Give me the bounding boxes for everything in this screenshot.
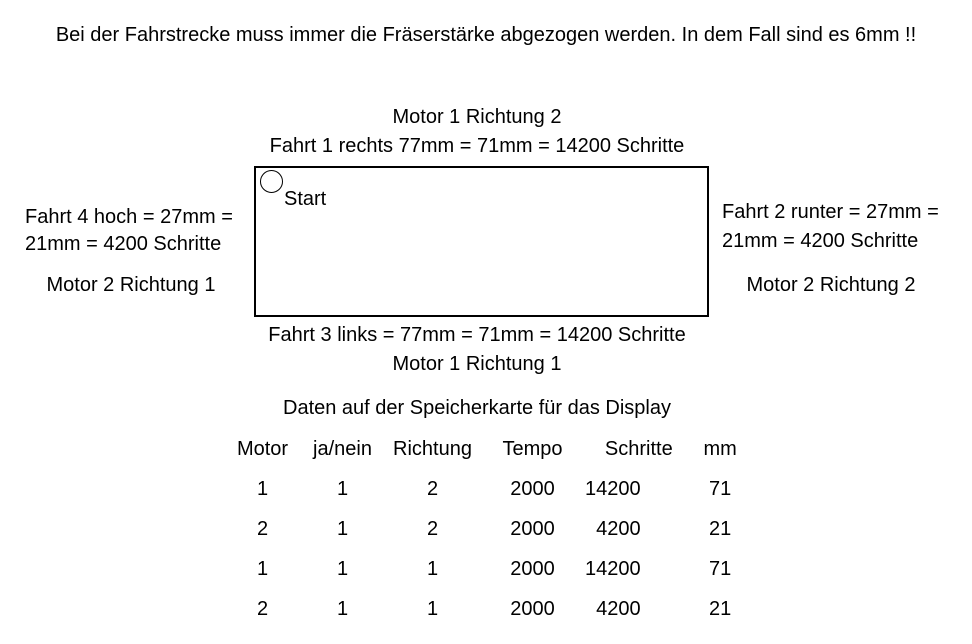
- label-fahrt4-line1: Fahrt 4 hoch = 27mm =: [25, 206, 233, 228]
- table-row: [225, 509, 748, 549]
- label-fahrt2-line2: 21mm = 4200 Schritte: [722, 230, 919, 252]
- label-motor1-richtung1: Motor 1 Richtung 1: [392, 353, 562, 375]
- cell-ja-nein: 1: [336, 517, 349, 540]
- cell-motor: 1: [256, 477, 269, 500]
- header-ja-nein: ja/nein: [313, 437, 372, 460]
- cell-schritte: 14200: [585, 477, 641, 500]
- cell-ja-nein: 1: [336, 477, 349, 500]
- cell-mm: 71: [709, 477, 732, 500]
- label-fahrt4-hoch: [25, 204, 237, 258]
- table-row: [225, 589, 748, 629]
- label-motor2-richtung2: Motor 2 Richtung 2: [746, 274, 916, 296]
- cell-richtung: 1: [426, 597, 439, 620]
- cell-richtung: 2: [426, 517, 439, 540]
- start-marker-icon: [260, 170, 283, 193]
- cell-tempo: 2000: [510, 477, 555, 500]
- label-fahrt1-rechts: Fahrt 1 rechts 77mm = 71mm = 14200 Schritte: [269, 135, 685, 157]
- cell-richtung: 1: [426, 557, 439, 580]
- cell-schritte: 4200: [596, 517, 641, 540]
- table-row: [225, 469, 748, 509]
- cell-richtung: 2: [426, 477, 439, 500]
- table-row: [225, 549, 748, 589]
- header-mm: mm: [703, 437, 737, 460]
- cell-tempo: 2000: [510, 597, 555, 620]
- cell-schritte: 14200: [585, 557, 641, 580]
- label-fahrt2-runter: [722, 198, 962, 256]
- header-richtung: Richtung: [393, 437, 472, 460]
- table-title: Daten auf der Speicherkarte für das Display: [283, 397, 671, 419]
- cell-mm: 71: [709, 557, 732, 580]
- label-fahrt3-links: Fahrt 3 links = 77mm = 71mm = 14200 Schritte: [268, 324, 686, 346]
- cell-schritte: 4200: [596, 597, 641, 620]
- cell-tempo: 2000: [510, 517, 555, 540]
- label-motor2-richtung1: Motor 2 Richtung 1: [46, 274, 216, 296]
- cell-motor: 2: [256, 517, 269, 540]
- display-data-table: [225, 429, 748, 629]
- cell-tempo: 2000: [510, 557, 555, 580]
- header-motor: Motor: [236, 437, 289, 460]
- label-fahrt2-line1: Fahrt 2 runter = 27mm =: [722, 201, 939, 223]
- cell-ja-nein: 1: [336, 557, 349, 580]
- cell-motor: 1: [256, 557, 269, 580]
- start-label: Start: [284, 188, 327, 210]
- cell-mm: 21: [709, 517, 732, 540]
- header-schritte: Schritte: [604, 437, 673, 460]
- page-title: Bei der Fahrstrecke muss immer die Fräserstärke abgezogen werden. In dem Fall sind es 6mm !!: [55, 24, 917, 46]
- table-header-row: [225, 429, 748, 469]
- cell-mm: 21: [709, 597, 732, 620]
- header-tempo: Tempo: [502, 437, 563, 460]
- cell-motor: 2: [256, 597, 269, 620]
- cell-ja-nein: 1: [336, 597, 349, 620]
- label-motor1-richtung2: Motor 1 Richtung 2: [392, 106, 562, 128]
- label-fahrt4-line2: 21mm = 4200 Schritte: [25, 233, 222, 255]
